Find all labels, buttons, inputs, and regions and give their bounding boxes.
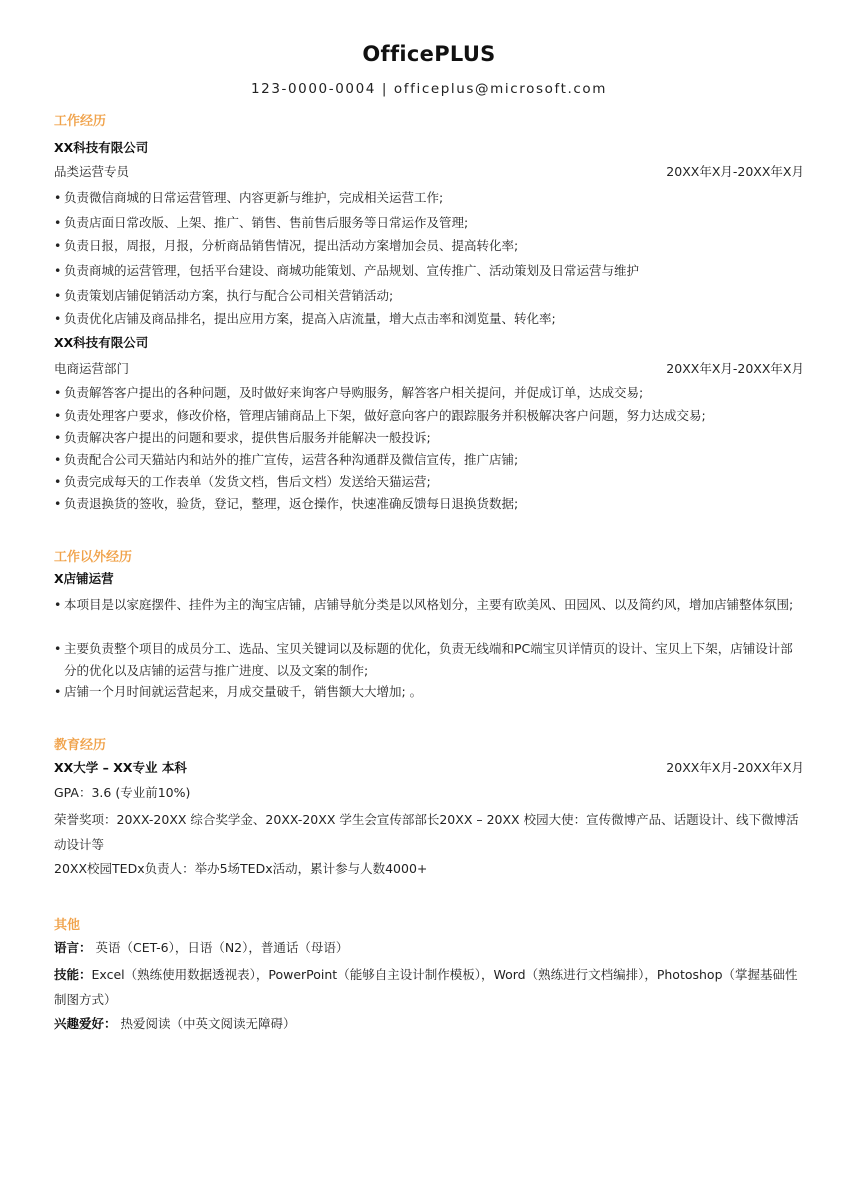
education-date: 20XX年X月-20XX年X月 [666, 760, 804, 775]
job-date: 20XX年X月-20XX年X月 [666, 164, 804, 179]
section-title-extra: 工作以外经历 [54, 550, 133, 565]
job-role: 电商运营部门 [54, 361, 130, 376]
job-bullet: • 负责退换货的签收，验货，登记，整理，返仓操作，快速准确反馈每日退换货数据; [54, 493, 804, 515]
skills-label: 技能： [54, 967, 92, 982]
language-value: 英语（CET-6），日语（N2），普通话（母语） [95, 940, 349, 955]
section-title-education: 教育经历 [54, 738, 107, 753]
education-row [54, 757, 804, 779]
language-label: 语言： [54, 940, 92, 955]
hobby-label: 兴趣爱好： [54, 1016, 117, 1031]
job-bullet: • 负责日报，周报，月报，分析商品销售情况，提出活动方案增加会员、提高转化率; [54, 235, 804, 257]
candidate-name: OfficePLUS [362, 42, 496, 66]
project-bullet: • 店铺一个月时间就运营起来，月成交量破千，销售额大大增加; 。 [54, 681, 804, 703]
honors: 荣誉奖项：20XX-20XX 综合奖学金、20XX-20XX 学生会宣传部部长20XX – 20XX 校园大使：宣传微博产品、话题设计、线下微博活动设计等 [54, 812, 799, 852]
skills-row [54, 962, 804, 1012]
job-date: 20XX年X月-20XX年X月 [666, 361, 804, 376]
job-bullet: • 负责微信商城的日常运营管理、内容更新与维护，完成相关运营工作; [54, 187, 804, 209]
section-title-other: 其他 [54, 918, 81, 933]
language-row [54, 937, 804, 959]
project-bullet: • 本项目是以家庭摆件、挂件为主的淘宝店铺，店铺导航分类是以风格划分，主要有欧美风、田园风、以及简约风，增加店铺整体氛围; [54, 594, 804, 616]
school-major: XX大学 – XX专业 本科 [54, 760, 187, 775]
job-role-row [54, 358, 804, 380]
project-bullet: • 主要负责整个项目的成员分工、选品、宝贝关键词以及标题的优化，负责无线端和PC端宝贝详情页的设计、宝贝上下架，店铺设计部分的优化以及店铺的运营与推广进度、以及文案的制作; [54, 638, 804, 682]
tedx: 20XX校园TEDx负责人：举办5场TEDx活动，累计参与人数4000+ [54, 861, 428, 876]
hobby-value: 热爱阅读（中英文阅读无障碍） [120, 1016, 296, 1031]
job-bullet: • 负责商城的运营管理，包括平台建设、商城功能策划、产品规划、宣传推广、活动策划及日常运营与维护 [54, 260, 804, 282]
project-name: X店铺运营 [54, 571, 114, 586]
job-bullet: • 负责店面日常改版、上架、推广、销售、售前售后服务等日常运作及管理; [54, 212, 804, 234]
job-bullet: • 负责完成每天的工作表单（发货文档，售后文档）发送给天猫运营; [54, 471, 804, 493]
job-role: 品类运营专员 [54, 164, 130, 179]
gpa: GPA：3.6 (专业前10%) [54, 785, 191, 800]
hobby-row [54, 1013, 804, 1035]
job-bullet: • 负责处理客户要求，修改价格，管理店铺商品上下架，做好意向客户的跟踪服务并积极解决客户问题，努力达成交易; [54, 405, 804, 427]
job-company: XX科技有限公司 [54, 140, 149, 155]
job-bullet: • 负责解答客户提出的各种问题，及时做好来询客户导购服务，解答客户相关提问，并促成订单，达成交易; [54, 382, 804, 404]
job-bullet: • 负责策划店铺促销活动方案，执行与配合公司相关营销活动; [54, 285, 804, 307]
job-bullet: • 负责配合公司天猫站内和站外的推广宣传，运营各种沟通群及微信宣传，推广店铺; [54, 449, 804, 471]
contact-line: 123-0000-0004 | officeplus@microsoft.com [250, 81, 608, 97]
job-role-row [54, 161, 804, 183]
job-bullet: • 负责解决客户提出的问题和要求，提供售后服务并能解决一般投诉; [54, 427, 804, 449]
job-bullet: • 负责优化店铺及商品排名，提出应用方案，提高入店流量，增大点击率和浏览量、转化率; [54, 308, 804, 330]
section-title-work: 工作经历 [54, 114, 107, 129]
skills-value: Excel（熟练使用数据透视表），PowerPoint（能够自主设计制作模板），Word（熟练进行文档编排），Photoshop（掌握基础性制图方式） [54, 967, 798, 1007]
job-company: XX科技有限公司 [54, 335, 149, 350]
